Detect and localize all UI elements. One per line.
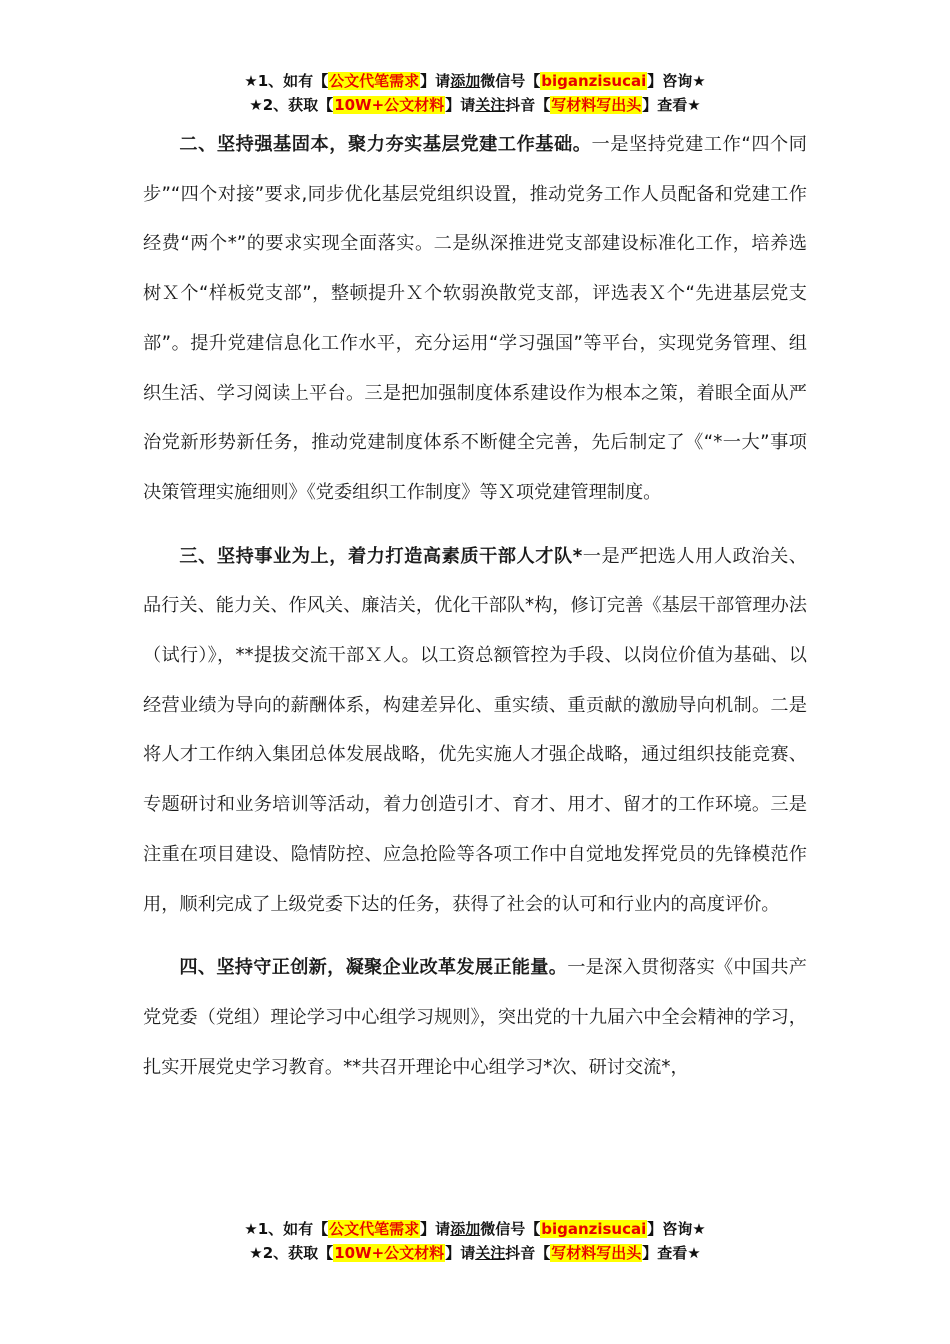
section-paragraph-2 <box>143 120 807 518</box>
document-body <box>143 120 807 1106</box>
footer-promo-banner <box>0 1217 950 1265</box>
promo-highlight: 10W+公文材料 <box>334 1244 445 1262</box>
promo-text: ★1、如有【 <box>244 1220 329 1238</box>
promo-douyin-id: 写材料写出头 <box>551 1244 642 1262</box>
promo-text: 抖音【 <box>505 96 551 114</box>
promo-wechat-id: biganzisucai <box>541 72 647 90</box>
promo-text: ★1、如有【 <box>244 72 329 90</box>
promo-text: 抖音【 <box>505 1244 551 1262</box>
promo-text: ★2、获取【 <box>249 96 334 114</box>
promo-line-1 <box>0 1217 950 1241</box>
promo-wechat-id: biganzisucai <box>541 1220 647 1238</box>
header-promo-banner <box>0 69 950 117</box>
section-text: 一是深入贯彻落实《中国共产党党委（党组）理论学习中心组学习规则》，突出党的十九届六中全会精神的学习，扎实开展党史学习教育。**共召开理论中心组学习*次、研讨交流*， <box>143 957 807 1078</box>
section-heading: 二、坚持强基固本，聚力夯实基层党建工作基础。 <box>179 134 592 155</box>
promo-highlight: 公文代笔需求 <box>329 1220 420 1238</box>
promo-text: 】请 <box>445 96 476 114</box>
promo-highlight: 10W+公文材料 <box>334 96 445 114</box>
promo-text: ★2、获取【 <box>249 1244 334 1262</box>
promo-highlight: 公文代笔需求 <box>329 72 420 90</box>
promo-text: 】咨询★ <box>647 1220 706 1238</box>
promo-text: 】咨询★ <box>647 72 706 90</box>
promo-text: 】请 <box>420 72 451 90</box>
section-paragraph-4 <box>143 943 807 1092</box>
promo-underlined: 关注 <box>475 96 506 114</box>
promo-line-2 <box>0 93 950 117</box>
promo-text: 】请 <box>445 1244 476 1262</box>
promo-line-2 <box>0 1241 950 1265</box>
promo-underlined: 添加 <box>450 72 481 90</box>
section-heading: 三、坚持事业为上，着力打造高素质干部人才队* <box>179 545 583 567</box>
promo-line-1 <box>0 69 950 93</box>
section-text: 一是严把选人用人政治关、品行关、能力关、作风关、廉洁关，优化干部队*构，修订完善《基层干部管理办法（试行）》，**提拔交流干部Ｘ人。以工资总额管控为手段、以岗位价值为基础、以经营业绩为导向的薪酬体系，构建差异化、重实绩、重贡献的激励导向机制。二是将人才工作纳入集团总体发展战略，优先实施人才强企战略，通过组织技能竞赛、专题研讨和业务培训等活动，着力创造引才、育才、用才、留才的工作环境。三是注重在项目建设、隐情防控、应急抢险等各项工作中自觉地发挥党员的先锋模范作用，顺利完成了上级党委下达的任务，获得了社会的认可和行业内的高度评价。 <box>143 545 807 915</box>
promo-text: 微信号【 <box>480 72 541 90</box>
promo-douyin-id: 写材料写出头 <box>551 96 642 114</box>
section-text: 一是坚持党建工作“四个同步”“四个对接”要求,同步优化基层党组织设置，推动党务工作人员配备和党建工作经费“两个*”的要求实现全面落实。二是纵深推进党支部建设标准化工作，培养选树Ｘ个“样板党支部”，整顿提升Ｘ个软弱涣散党支部，评选表Ｘ个“先进基层党支部”。提升党建信息化工作水平，充分运用“学习强国”等平台，实现党务管理、组织生活、学习阅读上平台。三是把加强制度体系建设作为根本之策，着眼全面从严治党新形势新任务，推动党建制度体系不断健全完善，先后制定了《“*一大”事项决策管理实施细则》《党委组织工作制度》等Ｘ项党建管理制度。 <box>143 134 807 503</box>
promo-text: 】查看★ <box>642 1244 701 1262</box>
section-paragraph-3 <box>143 532 807 930</box>
promo-text: 微信号【 <box>480 1220 541 1238</box>
section-heading: 四、坚持守正创新，凝聚企业改革发展正能量。 <box>179 957 568 979</box>
promo-underlined: 添加 <box>450 1220 481 1238</box>
promo-underlined: 关注 <box>475 1244 506 1262</box>
promo-text: 】查看★ <box>642 96 701 114</box>
promo-text: 】请 <box>420 1220 451 1238</box>
